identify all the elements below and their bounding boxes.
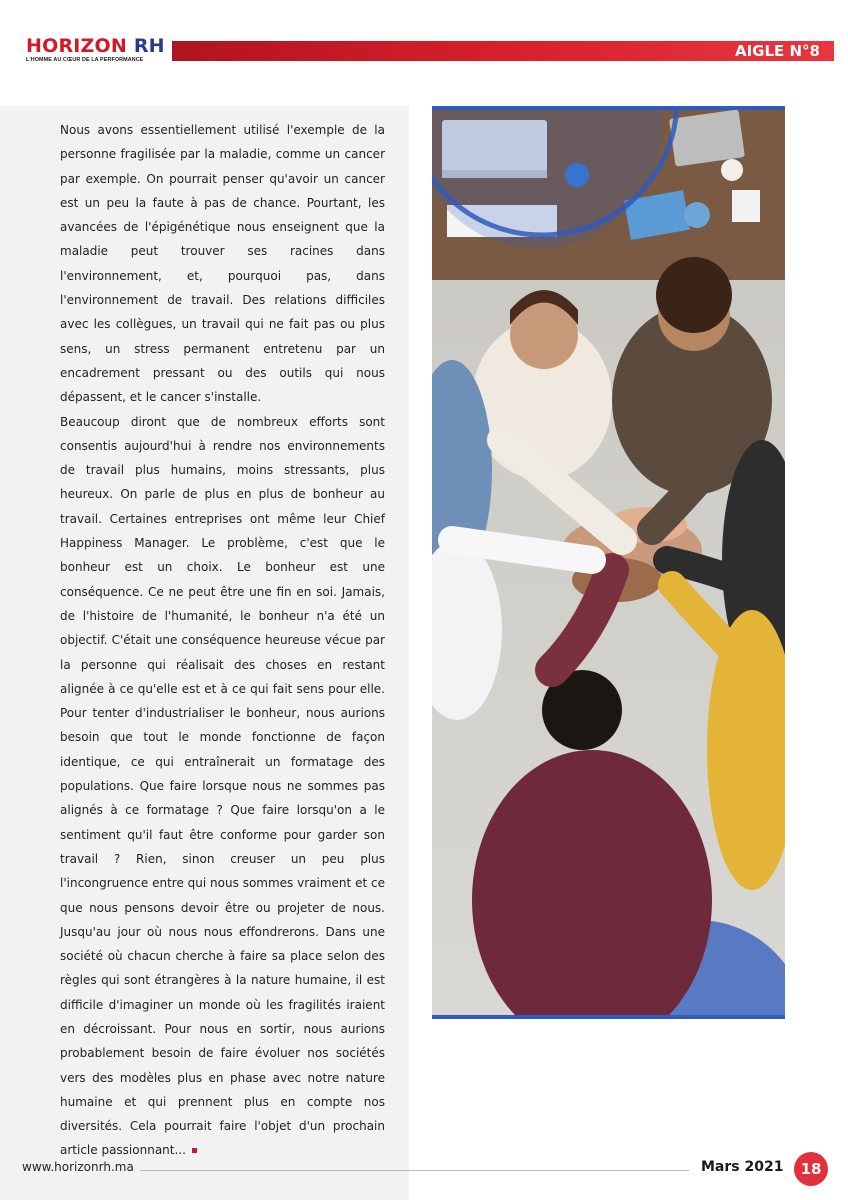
footer-divider	[140, 1170, 689, 1171]
article-end-mark	[192, 1148, 197, 1153]
article-body	[60, 118, 385, 1163]
page-header	[0, 0, 848, 80]
logo-accent-text: RH	[133, 35, 165, 57]
horizon-rh-logo	[26, 36, 165, 63]
team-hands-illustration	[432, 110, 785, 1015]
article-paragraph-2-text: Beaucoup diront que de nombreux efforts sont consentis aujourd'hui à rendre nos environnements de travail plus humains, moins stressants, plus heureux. On parle de plus en plus de bonheur au travail. Certaines entreprises ont même leur Chief Happiness Manager. Le problème, c'est que le bonheur est un choix. Le bonheur est une conséquence. Ce ne peut être une fin en soi. Jamais, de l'histoire de l'humanité, le bonheur n'a été un objectif. C'était une conséquence heureuse vécue par la personne qui réalisait des choses en restant alignée à ce qu'elle est et à ce qui fait sens pour elle. Pour tenter d'industrialiser le bonheur, nous aurions besoin que tout le monde fonctionne de façon identique, ce qui entraînerait un formatage des populations. Que faire lorsque nous ne sommes pas alignés à ce formatage ? Que faire lorsqu'on a le sentiment qu'il faut être conforme pour garder son travail ? Rien, sinon creuser un peu plus l'incongruence entre qui nous sommes vraiment et ce que nous pensons devoir être ou projeter de nous. Jusqu'au jour où nous nous effondrerons. Dans une société où chacun cherche à faire sa place selon des règles qui sont étrangères à la nature humaine, il est difficile d'imaginer un monde où les fragilités iraient en décroissant. Pour nous en sortir, nous aurions probablement besoin de faire évoluer nos sociétés vers des modèles plus en phase avec notre nature humaine et qui prennent plus en compte nos diversités. Cela pourrait faire l'objet d'un prochain article passionnant...	[60, 414, 385, 1158]
issue-label: AIGLE N°8	[734, 42, 820, 60]
logo-main-text: HORIZON	[26, 35, 127, 57]
footer-date: Mars 2021	[701, 1159, 784, 1175]
article-paragraph-1: Nous avons essentiellement utilisé l'exemple de la personne fragilisée par la maladie, comme un cancer par exemple. On pourrait penser qu'avoir un cancer est un peu la faute à pas de chance. Pourtant, les avancées de l'épigénétique nous enseignent que la maladie peut trouver ses racines dans l'environnement, et, pourquoi pas, dans l'environnement de travail. Des relations difficiles avec les collègues, un travail qui ne fait pas ou plus sens, un stress permanent entretenu par un encadrement pressant ou des outils qui nous dépassent, et le cancer s'installe.	[60, 123, 385, 405]
article-paragraph-2	[60, 410, 385, 1163]
footer-url[interactable]: www.horizonrh.ma	[22, 1160, 134, 1174]
page-number-badge: 18	[794, 1152, 828, 1186]
logo-wordmark	[26, 36, 165, 56]
team-hands-photo	[432, 106, 785, 1019]
logo-tagline: L'HOMME AU CŒUR DE LA PERFORMANCE	[26, 57, 144, 63]
